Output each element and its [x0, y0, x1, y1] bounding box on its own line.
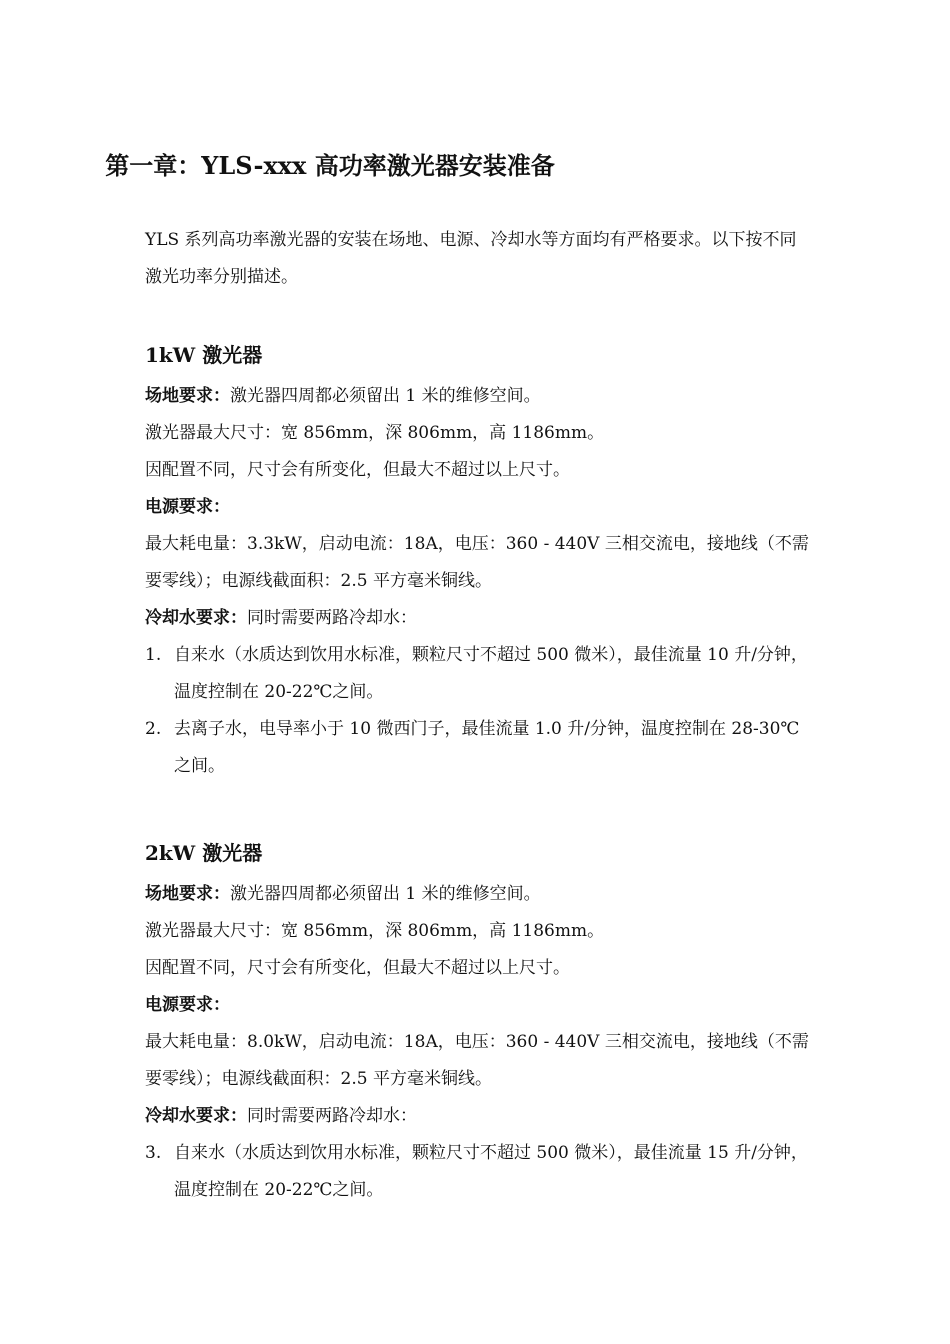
cooling-requirement	[145, 1098, 810, 1135]
list-number: 2.	[145, 719, 162, 739]
cooling-label: 冷却水要求：	[145, 608, 247, 628]
site-label: 场地要求：	[145, 884, 230, 904]
cooling-requirement	[145, 600, 810, 637]
section-heading: 1kW 激光器	[145, 343, 263, 367]
cooling-text: 同时需要两路冷却水：	[247, 608, 417, 628]
power-label-line	[145, 489, 810, 526]
section-heading: 2kW 激光器	[145, 841, 263, 865]
site-text: 激光器四周都必须留出 1 米的维修空间。	[230, 386, 541, 406]
list-text: 自来水（水质达到饮用水标准，颗粒尺寸不超过 500 微米），最佳流量 10 升/分钟，温度控制在 20-22℃之间。	[174, 645, 808, 702]
section-1kw	[145, 340, 810, 785]
size-line: 激光器最大尺寸：宽 856mm，深 806mm，高 1186mm。	[145, 921, 605, 941]
list-text: 自来水（水质达到饮用水标准，颗粒尺寸不超过 500 微米），最佳流量 15 升/分钟，温度控制在 20-22℃之间。	[174, 1143, 808, 1200]
list-number: 1.	[145, 645, 162, 665]
list-number: 3.	[145, 1143, 162, 1163]
intro-paragraph: YLS 系列高功率激光器的安装在场地、电源、冷却水等方面均有严格要求。以下按不同激光功率分别描述。	[145, 230, 797, 287]
cooling-text: 同时需要两路冷却水：	[247, 1106, 417, 1126]
config-line: 因配置不同，尺寸会有所变化，但最大不超过以上尺寸。	[145, 460, 570, 480]
site-requirement	[145, 378, 810, 415]
list-item	[145, 711, 810, 785]
list-item	[145, 637, 810, 711]
config-line: 因配置不同，尺寸会有所变化，但最大不超过以上尺寸。	[145, 958, 570, 978]
power-label-line	[145, 987, 810, 1024]
cooling-label: 冷却水要求：	[145, 1106, 247, 1126]
chapter-title: 第一章：YLS-xxx 高功率激光器安装准备	[105, 151, 555, 180]
power-label: 电源要求：	[145, 995, 230, 1015]
size-line: 激光器最大尺寸：宽 856mm，深 806mm，高 1186mm。	[145, 423, 605, 443]
site-label: 场地要求：	[145, 386, 230, 406]
power-label: 电源要求：	[145, 497, 230, 517]
power-text: 最大耗电量：8.0kW，启动电流：18A，电压：360 - 440V 三相交流电，接地线（不需要零线）；电源线截面积：2.5 平方毫米铜线。	[145, 1032, 809, 1089]
power-text: 最大耗电量：3.3kW，启动电流：18A，电压：360 - 440V 三相交流电，接地线（不需要零线）；电源线截面积：2.5 平方毫米铜线。	[145, 534, 809, 591]
site-text: 激光器四周都必须留出 1 米的维修空间。	[230, 884, 541, 904]
list-text: 去离子水，电导率小于 10 微西门子，最佳流量 1.0 升/分钟，温度控制在 28-30℃之间。	[174, 719, 800, 776]
site-requirement	[145, 876, 810, 913]
list-item	[145, 1135, 810, 1209]
section-2kw	[145, 838, 810, 1209]
